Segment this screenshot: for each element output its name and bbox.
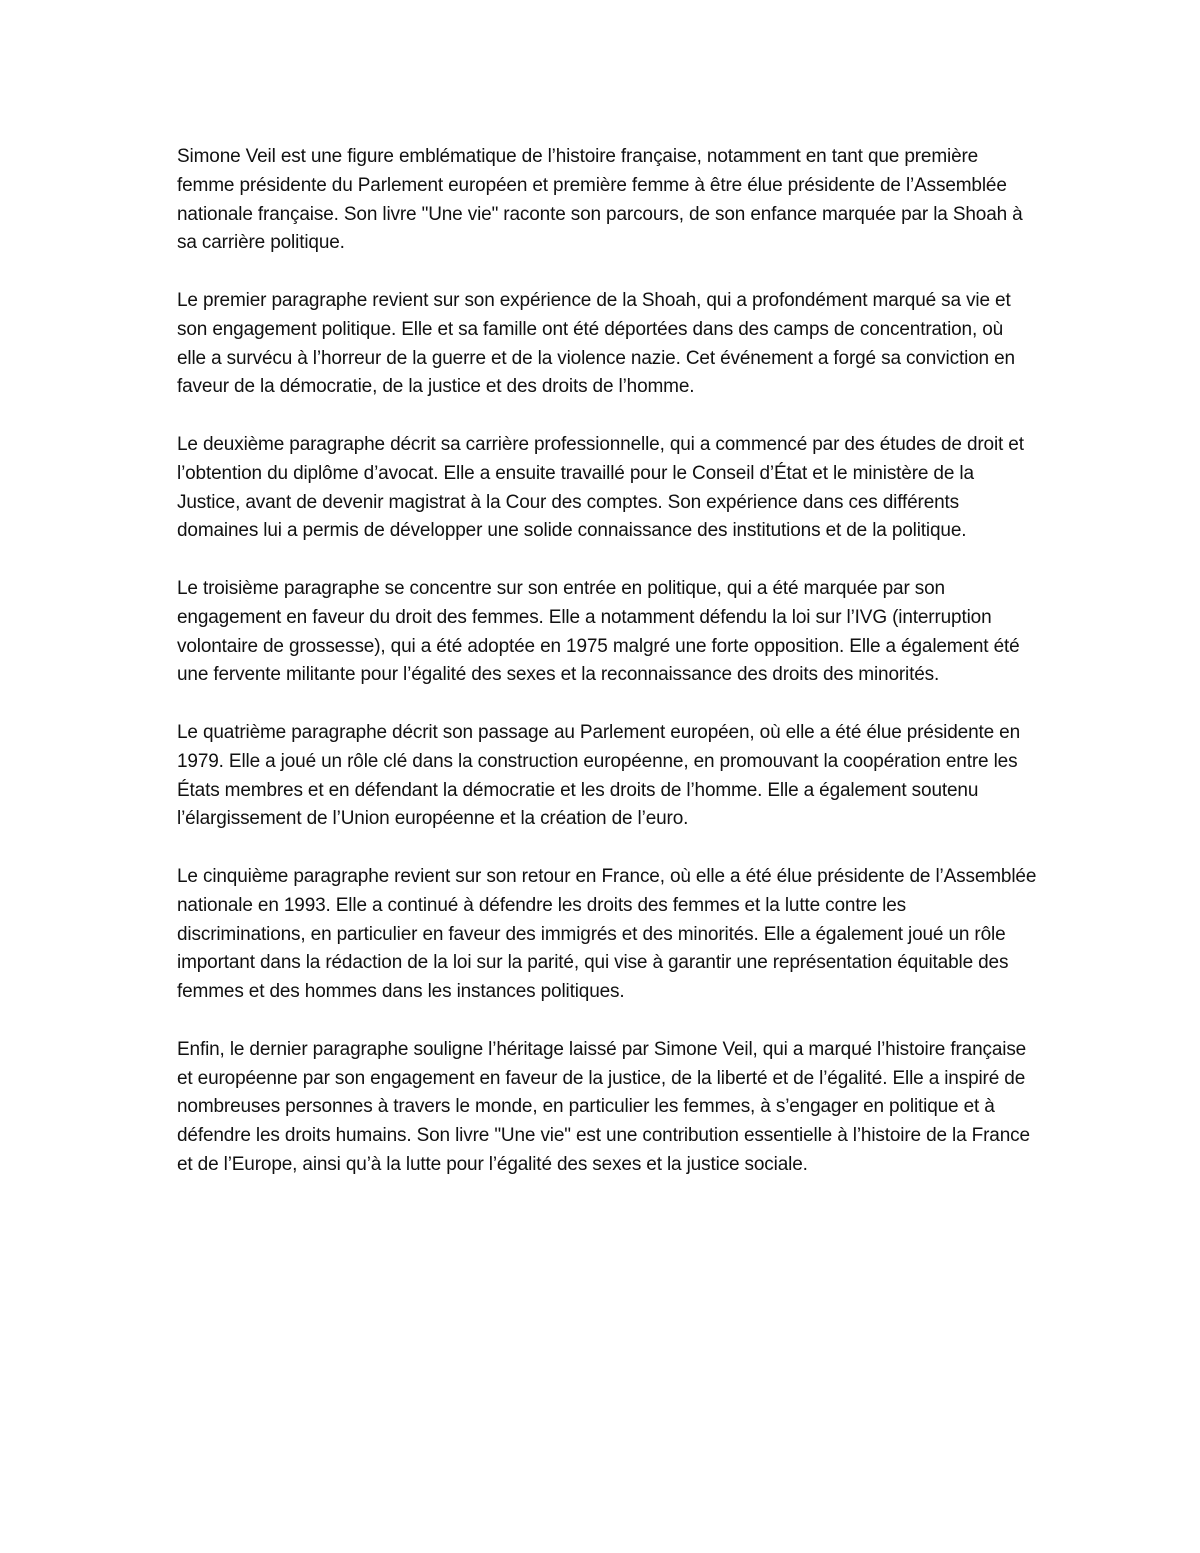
paragraph-intro: Simone Veil est une figure emblématique de l’histoire française, notamment en tant que première femme présidente du Parlement européen et première femme à être élue présidente de l’Assemblée nationale française. Son livre "Une vie" raconte son parcours, de son enfance marquée par la Shoah à sa carrière politique. [177, 146, 1023, 254]
paragraph-politics: Le troisième paragraphe se concentre sur son entrée en politique, qui a été marquée par son engagement en faveur du droit des femmes. Elle a notamment défendu la loi sur l’IVG (interruption volontaire de grossesse), qui a été adoptée en 1975 malgré une forte opposition. Elle a également été une fervente militante pour l’égalité des sexes et la reconnaissance des droits des minorités. [177, 577, 1020, 686]
paragraph-return-france: Le cinquième paragraphe revient sur son retour en France, où elle a été élue présidente de l’Assemblée nationale en 1993. Elle a continué à défendre les droits des femmes et la lutte contre les discriminations, en particulier en faveur des immigrés et des minorités. Elle a également joué un rôle important dans la rédaction de la loi sur la parité, qui vise à garantir une représentation équitable des femmes et des hommes dans les instances politiques. [177, 865, 1037, 1003]
paragraph-shoah: Le premier paragraphe revient sur son expérience de la Shoah, qui a profondément marqué sa vie et son engagement politique. Elle et sa famille ont été déportées dans des camps de concentration, où elle a survécu à l’horreur de la guerre et de la violence nazie. Cet événement a forgé sa conviction en faveur de la démocratie, de la justice et des droits de l’homme. [177, 289, 1015, 398]
document-body [177, 143, 1037, 1208]
paragraph-career: Le deuxième paragraphe décrit sa carrière professionnelle, qui a commencé par des études de droit et l’obtention du diplôme d’avocat. Elle a ensuite travaillé pour le Conseil d’État et le ministère de la Justice, avant de devenir magistrat à la Cour des comptes. Son expérience dans ces différents domaines lui a permis de développer une solide connaissance des institutions et de la politique. [177, 433, 1024, 542]
paragraph-european-parliament: Le quatrième paragraphe décrit son passage au Parlement européen, où elle a été élue présidente en 1979. Elle a joué un rôle clé dans la construction européenne, en promouvant la coopération entre les États membres et en défendant la démocratie et les droits de l’homme. Elle a également soutenu l’élargissement de l’Union européenne et la création de l’euro. [177, 721, 1021, 830]
paragraph-legacy: Enfin, le dernier paragraphe souligne l’héritage laissé par Simone Veil, qui a marqué l’histoire française et européenne par son engagement en faveur de la justice, de la liberté et de l’égalité. Elle a inspiré de nombreuses personnes à travers le monde, en particulier les femmes, à s’engager en politique et à défendre les droits humains. Son livre "Une vie" est une contribution essentielle à l’histoire de la France et de l’Europe, ainsi qu’à la lutte pour l’égalité des sexes et la justice sociale. [177, 1038, 1030, 1175]
